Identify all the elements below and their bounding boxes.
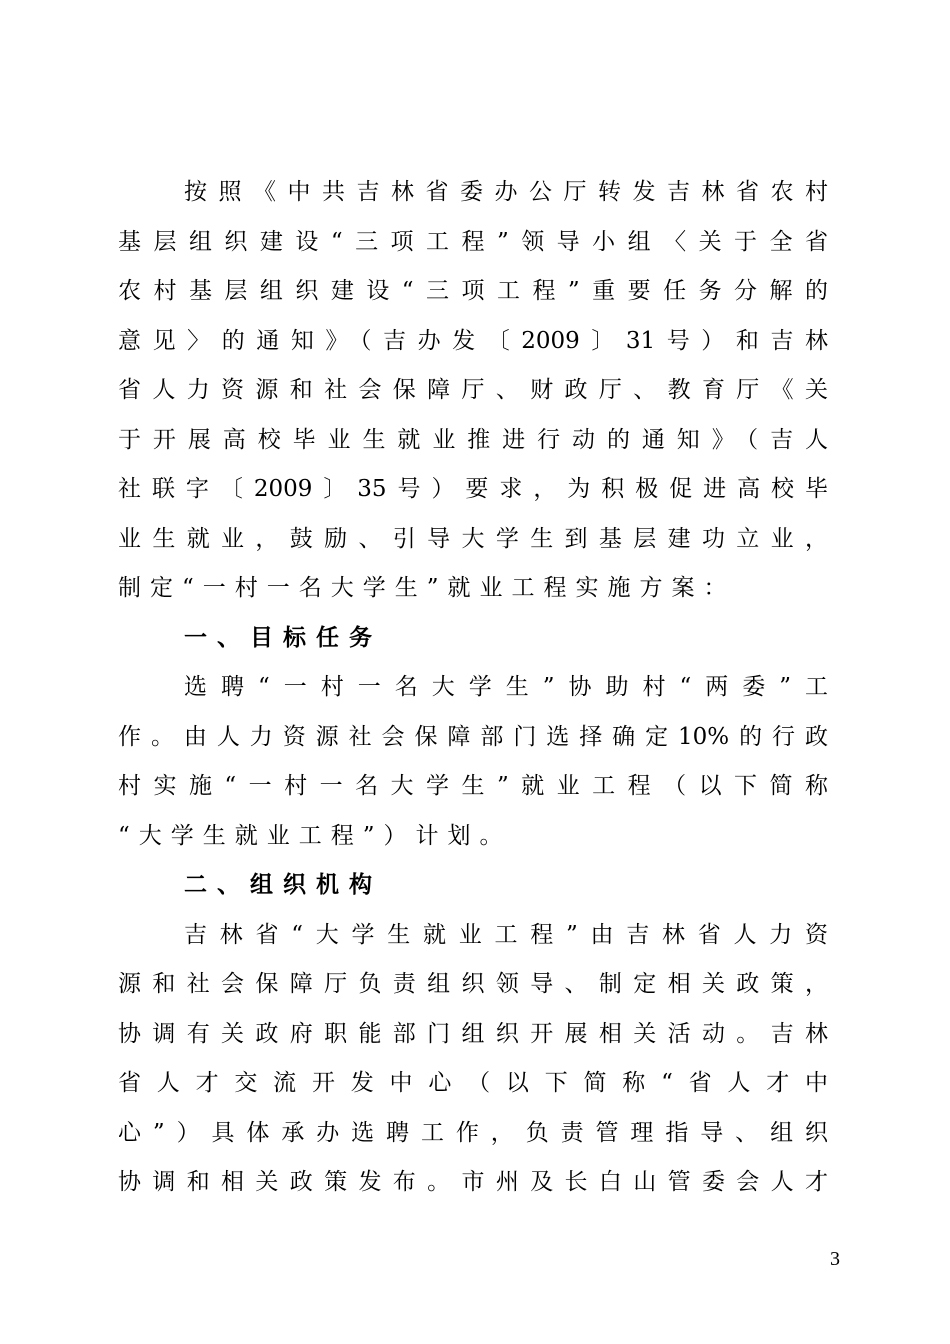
paragraph-2 — [118, 663, 828, 861]
section-heading-1: 一、目标任务 — [184, 624, 382, 651]
text-line: 省人才交流开发中心（以下简称“省人才中 — [118, 1070, 828, 1096]
text-line: 源和社会保障厅负责组织领导、制定相关政策， — [118, 971, 828, 997]
text-line: 吉林省“大学生就业工程”由吉林省人力资 — [184, 921, 828, 948]
text-line: 协调有关政府职能部门组织开展相关活动。吉林 — [118, 1020, 828, 1047]
text-line: 村实施“一村一名大学生”就业工程（以下简称 — [118, 773, 828, 799]
text-line: 选聘“一村一名大学生”协助村“两委”工 — [184, 674, 828, 700]
text-line: 协调和相关政策发布。市州及长白山管委会人才 — [118, 1169, 828, 1195]
document-body — [118, 168, 828, 1208]
text-line: 心”）具体承办选聘工作，负责管理指导、组织 — [118, 1119, 828, 1146]
text-line: 社联字〔2009〕35号）要求，为积极促进高校毕 — [118, 476, 828, 502]
section-heading-2: 二、组织机构 — [184, 872, 382, 898]
paragraph-1 — [118, 168, 828, 614]
text-line: 作。由人力资源社会保障部门选择确定10%的行政 — [118, 723, 828, 750]
text-line: 省人力资源和社会保障厅、财政厅、教育厅《关 — [118, 377, 828, 403]
text-line: “大学生就业工程”）计划。 — [118, 822, 512, 849]
paragraph-3 — [118, 911, 828, 1208]
text-line: 农村基层组织建设“三项工程”重要任务分解的 — [118, 278, 828, 304]
page-number: 3 — [830, 1248, 840, 1270]
text-line: 按照《中共吉林省委办公厅转发吉林省农村 — [184, 179, 828, 205]
text-line: 基层组织建设“三项工程”领导小组〈关于全省 — [118, 228, 828, 255]
text-line: 于开展高校毕业生就业推进行动的通知》（吉人 — [118, 426, 828, 453]
text-line: 业生就业，鼓励、引导大学生到基层建功立业， — [118, 525, 828, 552]
text-line: 制定“一村一名大学生”就业工程实施方案： — [118, 575, 736, 601]
text-line: 意见〉的通知》（吉办发〔2009〕31号）和吉林 — [118, 327, 828, 354]
